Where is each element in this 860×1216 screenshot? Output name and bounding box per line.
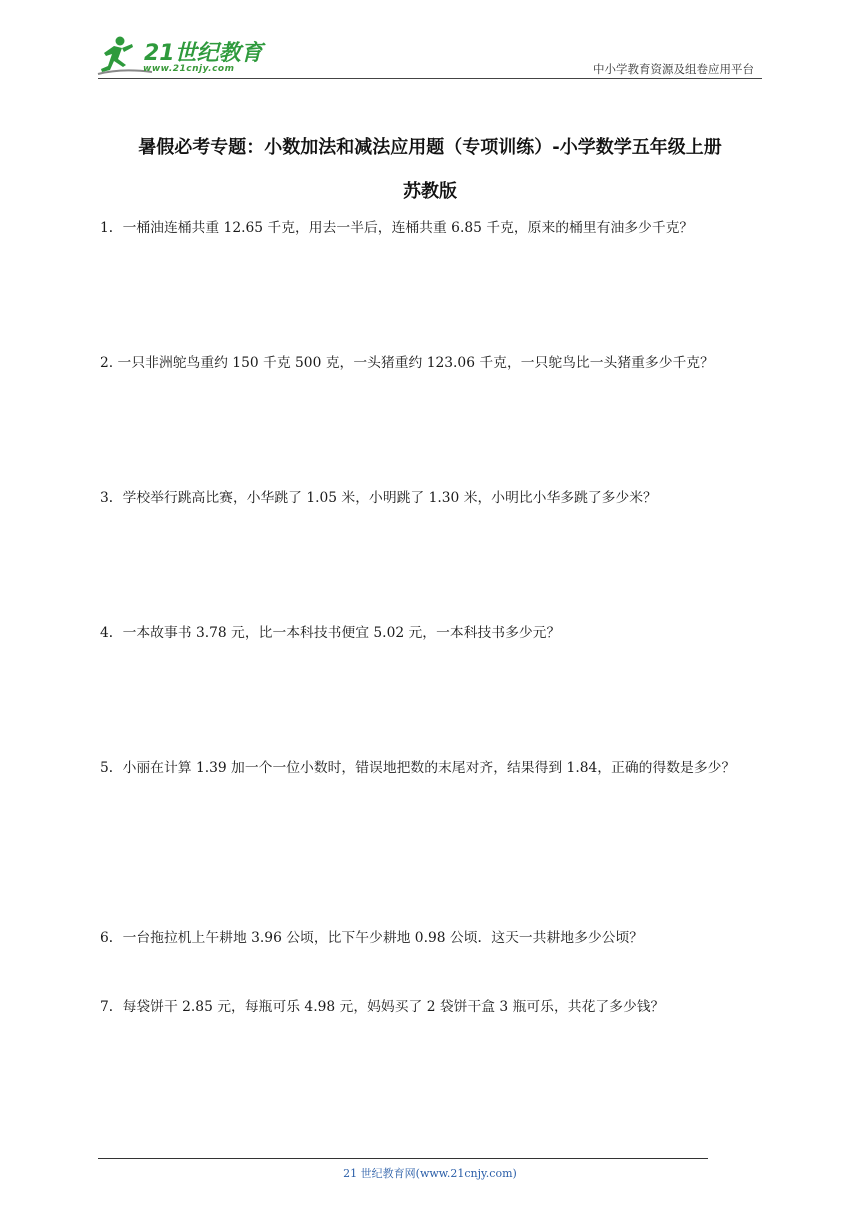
page-title-line2: 苏教版: [403, 181, 457, 202]
page-title: 暑假必考专题：小数加法和减法应用题（专项训练）-小学数学五年级上册: [138, 137, 722, 158]
platform-name: 中小学教育资源及组卷应用平台: [593, 62, 754, 76]
header-divider: [98, 78, 762, 79]
question-1: 1．一桶油连桶共重 12.65 千克，用去一半后，连桶共重 6.85 千克，原来的桶里有油多少千克？: [100, 220, 694, 236]
logo-text: 21世纪教育: [144, 41, 263, 66]
logo-site: www.21cnjy.com: [143, 64, 235, 74]
question-2: 2. 一只非洲鸵鸟重约 150 千克 500 克，一头猪重约 123.06 千克，一只鸵鸟比一头猪重多少千克？: [100, 355, 714, 371]
question-6: 6．一台拖拉机上午耕地 3.96 公顷，比下午少耕地 0.98 公顷．这天一共耕地多少公顷？: [100, 930, 644, 946]
question-5: 5．小丽在计算 1.39 加一个一位小数时，错误地把数的末尾对齐，结果得到 1.84，正确的得数是多少？: [100, 760, 736, 776]
question-7: 7．每袋饼干 2.85 元，每瓶可乐 4.98 元，妈妈买了 2 袋饼干盒 3 瓶可乐，共花了多少钱？: [100, 999, 665, 1015]
question-3: 3．学校举行跳高比赛，小华跳了 1.05 米，小明跳了 1.30 米，小明比小华多跳了多少米？: [100, 490, 657, 506]
footer-text: 21 世纪教育网(www.21cnjy.com): [343, 1167, 517, 1180]
footer-divider: [98, 1158, 708, 1159]
question-4: 4．一本故事书 3.78 元，比一本科技书便宜 5.02 元，一本科技书多少元？: [100, 625, 561, 641]
